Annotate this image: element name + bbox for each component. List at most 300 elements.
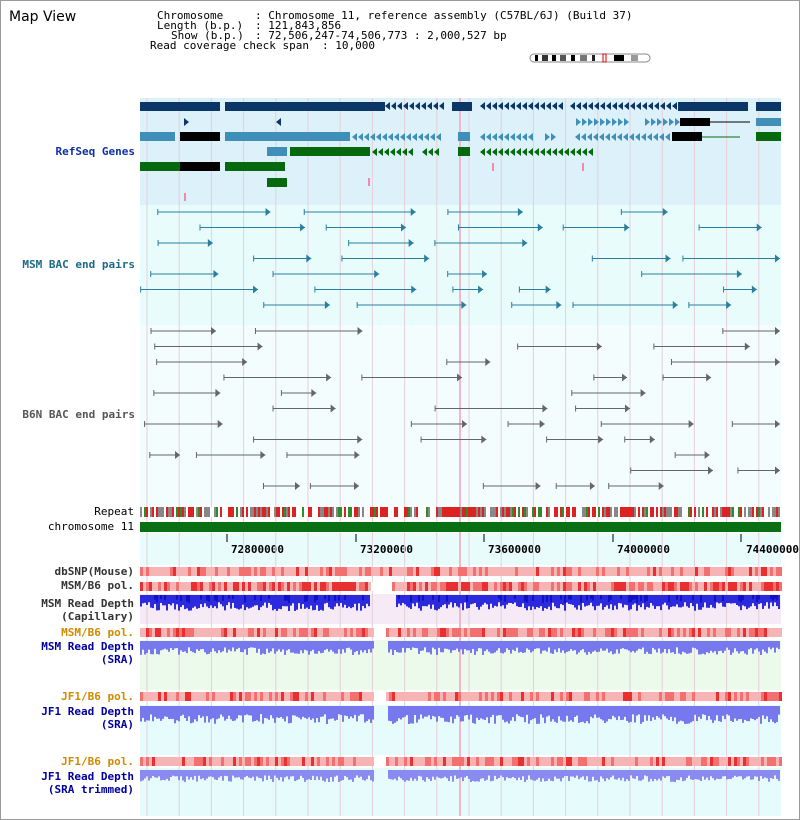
depth-bar (730, 641, 732, 655)
sra-trimmed-label: (SRA trimmed) (47, 783, 134, 796)
pol-cell (395, 628, 398, 637)
depth-bar (748, 770, 750, 776)
pol-cell (413, 567, 416, 576)
depth-bar (668, 641, 670, 649)
depth-bar (348, 595, 350, 607)
pol-cell (620, 567, 623, 576)
depth-bar (550, 595, 552, 603)
depth-bar (702, 770, 704, 777)
pol-cell (218, 628, 221, 637)
b6n-bac-track (145, 327, 780, 490)
depth-bar (180, 770, 182, 776)
pol-cell (233, 582, 236, 591)
depth-bar (490, 770, 492, 781)
depth-bar (362, 770, 364, 780)
depth-bar (240, 641, 242, 652)
pol-cell (293, 692, 296, 701)
pol-cell (380, 628, 383, 637)
pol-cell (632, 567, 635, 576)
pol-cell (218, 582, 221, 591)
pol-cell (416, 628, 419, 637)
depth-bar (712, 706, 714, 723)
depth-bar (658, 595, 660, 606)
pol-cell (728, 628, 731, 637)
depth-bar (698, 706, 700, 717)
depth-bar (396, 770, 398, 781)
depth-bar (328, 770, 330, 782)
depth-bar (512, 595, 514, 604)
depth-bar (402, 706, 404, 718)
depth-bar (678, 706, 680, 722)
gene-arrow (534, 148, 539, 156)
pol-cell (188, 582, 191, 591)
pol-cell (512, 692, 515, 701)
pol-cell (392, 567, 395, 576)
pol-cell (146, 692, 149, 701)
repeat-cell (266, 507, 268, 517)
depth-bar (578, 770, 580, 779)
pol-cell (230, 582, 233, 591)
depth-bar (350, 770, 352, 779)
depth-bar (454, 595, 456, 603)
pol-cell (143, 692, 146, 701)
bac-end (358, 327, 363, 335)
depth-bar (400, 706, 402, 719)
depth-bar (340, 641, 342, 654)
pol-cell (692, 582, 695, 591)
depth-bar (206, 770, 208, 779)
depth-bar (308, 595, 310, 609)
depth-bar (522, 706, 524, 717)
pol-cell (191, 582, 194, 591)
pol-cell (653, 692, 656, 701)
depth-bar (706, 706, 708, 720)
repeat-cell (616, 507, 618, 517)
gene-arrow (675, 118, 680, 126)
pol-cell (539, 582, 542, 591)
depth-bar (406, 595, 408, 606)
pol-cell (305, 567, 308, 576)
bac-end (211, 327, 216, 335)
gene-arrow (400, 133, 405, 141)
repeat-cell (764, 507, 766, 517)
depth-bar (236, 706, 238, 719)
depth-bar (722, 770, 724, 776)
depth-bar (552, 595, 554, 603)
bac-end (326, 374, 331, 382)
pol-cell (722, 582, 725, 591)
depth-bar (244, 595, 246, 603)
repeat-cell (680, 507, 682, 517)
pol-cell (359, 692, 362, 701)
gene-arrow (657, 118, 662, 126)
pol-cell (230, 692, 233, 701)
repeat-cell (344, 507, 346, 517)
pol-cell (506, 567, 509, 576)
depth-bar (352, 770, 354, 782)
depth-bar (294, 706, 296, 716)
pol-cell (425, 628, 428, 637)
pol-cell (377, 757, 380, 766)
pol-cell (536, 628, 539, 637)
depth-bar (756, 706, 758, 719)
pol-cell (461, 567, 464, 576)
pol-cell (356, 757, 359, 766)
pol-cell (419, 628, 422, 637)
depth-bar (210, 770, 212, 776)
repeat-cell (390, 507, 392, 517)
pol-cell (281, 567, 284, 576)
repeat-cell (464, 507, 466, 517)
depth-bar (512, 706, 514, 717)
repeat-cell (682, 507, 684, 517)
pol-cell (407, 582, 410, 591)
pol-cell (140, 628, 143, 637)
depth-bar (524, 641, 526, 652)
depth-bar (440, 706, 442, 718)
pol-cell (503, 692, 506, 701)
depth-bar (480, 770, 482, 779)
msm-depth-label: MSM Read Depth (41, 597, 134, 610)
depth-bar (172, 595, 174, 603)
pol-cell (410, 567, 413, 576)
pol-cell (677, 692, 680, 701)
pol-cell (572, 757, 575, 766)
pol-cell (434, 582, 437, 591)
depth-bar (462, 770, 464, 781)
depth-bar (720, 706, 722, 722)
repeat-cell (170, 507, 172, 517)
depth-bar (574, 770, 576, 778)
depth-bar (312, 595, 314, 610)
depth-bar (530, 706, 532, 720)
depth-bar (438, 706, 440, 716)
depth-bar (202, 641, 204, 649)
pol-cell (449, 567, 452, 576)
depth-bar (240, 770, 242, 779)
pol-cell (776, 628, 779, 637)
pol-cell (500, 582, 503, 591)
depth-bar (772, 770, 774, 779)
depth-bar (728, 595, 730, 603)
repeat-cell (392, 507, 394, 517)
pol-cell (314, 628, 317, 637)
pol-cell (353, 582, 356, 591)
depth-bar (736, 706, 738, 721)
pol-cell (713, 628, 716, 637)
depth-bar (324, 706, 326, 714)
depth-bar (468, 641, 470, 650)
pol-cell (431, 757, 434, 766)
depth-bar (546, 595, 548, 602)
depth-bar (598, 641, 600, 652)
depth-bar (568, 641, 570, 651)
depth-bar (402, 641, 404, 648)
pol-cell (164, 582, 167, 591)
pol-cell (410, 582, 413, 591)
depth-bar (746, 770, 748, 777)
depth-bar (542, 706, 544, 718)
pol-cell (581, 582, 584, 591)
pol-cell (683, 692, 686, 701)
pol-cell (308, 628, 311, 637)
depth-bar (434, 706, 436, 717)
pol-cell (176, 628, 179, 637)
pol-cell (701, 628, 704, 637)
repeat-cell (774, 507, 776, 517)
gene-arrow (576, 118, 581, 126)
pol-cell (536, 692, 539, 701)
pol-cell (407, 567, 410, 576)
depth-bar (336, 706, 338, 720)
pol-cell (773, 628, 776, 637)
pol-cell (761, 567, 764, 576)
pol-cell (656, 692, 659, 701)
repeat-cell (268, 507, 270, 517)
pol-cell (653, 757, 656, 766)
repeat-cell (338, 507, 340, 517)
repeat-cell (660, 507, 662, 517)
depth-bar (446, 706, 448, 722)
pol-cell (404, 757, 407, 766)
pol-cell (254, 628, 257, 637)
repeat-cell (588, 507, 590, 517)
pol-cell (164, 567, 167, 576)
bac-end (242, 358, 247, 366)
depth-bar (254, 595, 256, 600)
depth-bar (594, 641, 596, 651)
pol-cell (734, 582, 737, 591)
repeat-cell (146, 507, 148, 517)
pol-cell (389, 582, 392, 591)
pol-cell (362, 757, 365, 766)
depth-bar (750, 641, 752, 648)
pol-cell (419, 582, 422, 591)
depth-bar (406, 641, 408, 648)
depth-bar (516, 770, 518, 780)
repeat-cell (470, 507, 472, 517)
depth-bar (766, 595, 768, 602)
depth-bar (316, 595, 318, 600)
depth-bar (466, 770, 468, 776)
pol-cell (365, 628, 368, 637)
pol-cell (263, 692, 266, 701)
repeat-cell (278, 507, 280, 517)
gene-arrow (612, 118, 617, 126)
depth-bar (200, 706, 202, 718)
depth-bar (544, 770, 546, 781)
depth-bar (354, 595, 356, 604)
depth-bar (312, 641, 314, 650)
pol-cell (308, 582, 311, 591)
depth-bar (528, 595, 530, 606)
pol-cell (434, 567, 437, 576)
pol-cell (209, 692, 212, 701)
pol-cell (695, 582, 698, 591)
repeat-cell (200, 507, 202, 517)
depth-bar (348, 770, 350, 780)
repeat-cell (754, 507, 756, 517)
pol-cell (197, 628, 200, 637)
pol-cell (209, 757, 212, 766)
depth-bar (184, 641, 186, 651)
depth-bar (756, 641, 758, 648)
pol-cell (383, 628, 386, 637)
gene-arrow (641, 133, 646, 141)
pol-cell (389, 628, 392, 637)
pol-cell (425, 567, 428, 576)
depth-bar (768, 595, 770, 609)
pol-cell (440, 628, 443, 637)
depth-bar (182, 770, 184, 781)
depth-bar (548, 770, 550, 779)
pol-cell (191, 567, 194, 576)
depth-bar (722, 641, 724, 653)
gene-arrow (394, 133, 399, 141)
pol-cell (242, 757, 245, 766)
depth-bar (140, 706, 142, 722)
gene-arrow (654, 102, 659, 110)
pol-cell (584, 692, 587, 701)
depth-bar (518, 706, 520, 716)
pol-cell (716, 692, 719, 701)
depth-bar (556, 641, 558, 652)
depth-bar (340, 770, 342, 781)
depth-bar (726, 706, 728, 714)
depth-bar (618, 770, 620, 778)
gene-arrow (439, 102, 444, 110)
gene-arrow (642, 102, 647, 110)
pol-cell (392, 582, 395, 591)
depth-bar (596, 595, 598, 606)
pol-cell (314, 567, 317, 576)
depth-bar (522, 595, 524, 603)
pol-cell (518, 628, 521, 637)
pol-cell (638, 628, 641, 637)
depth-bar (226, 706, 228, 719)
gene-feature (368, 178, 370, 186)
bac-end (598, 436, 603, 444)
repeat-cell (206, 507, 208, 517)
pol-cell (686, 757, 689, 766)
repeat-cell (330, 507, 332, 517)
pol-cell (182, 628, 185, 637)
gene-arrow (492, 102, 497, 110)
pol-cell (392, 628, 395, 637)
pol-cell (185, 628, 188, 637)
depth-bar (580, 595, 582, 603)
depth-bar (616, 595, 618, 609)
depth-bar (486, 641, 488, 649)
gene-arrow (570, 148, 575, 156)
gene-arrow (636, 102, 641, 110)
depth-bar (480, 641, 482, 648)
repeat-cell (578, 507, 580, 517)
depth-bar (744, 595, 746, 606)
pol-cell (710, 582, 713, 591)
depth-bar (152, 706, 154, 721)
gene-arrow (516, 133, 521, 141)
repeat-cell (198, 507, 200, 517)
pol-cell (296, 692, 299, 701)
pol-cell (275, 567, 278, 576)
pol-cell (752, 628, 755, 637)
gene-arrow (486, 148, 491, 156)
depth-bar (776, 641, 778, 648)
pol-cell (779, 692, 782, 701)
pol-cell (560, 628, 563, 637)
pol-cell (431, 692, 434, 701)
depth-bar (748, 641, 750, 649)
pol-cell (188, 567, 191, 576)
depth-bar (238, 770, 240, 777)
depth-bar (164, 706, 166, 716)
pol-cell (728, 567, 731, 576)
pol-cell (569, 567, 572, 576)
depth-bar (574, 595, 576, 608)
depth-bar (636, 641, 638, 651)
gene-arrow (669, 118, 674, 126)
gene-feature (452, 102, 472, 111)
pol-cell (677, 567, 680, 576)
depth-bar (398, 706, 400, 718)
depth-bar (760, 595, 762, 603)
repeat-cell (376, 507, 378, 517)
depth-bar (144, 641, 146, 655)
pol-cell (284, 692, 287, 701)
depth-bar (368, 641, 370, 649)
pol-cell (596, 567, 599, 576)
pol-cell (509, 757, 512, 766)
pol-cell (614, 567, 617, 576)
pol-cell (605, 567, 608, 576)
repeat-cell (420, 507, 422, 517)
depth-bar (258, 595, 260, 610)
pol-cell (356, 628, 359, 637)
pol-cell (206, 567, 209, 576)
pol-cell (491, 628, 494, 637)
pol-cell (662, 582, 665, 591)
depth-bar (650, 595, 652, 603)
pol-cell (572, 567, 575, 576)
pol-cell (329, 628, 332, 637)
pol-cell (722, 692, 725, 701)
depth-bar (588, 641, 590, 652)
gene-arrow (552, 148, 557, 156)
depth-bar (562, 706, 564, 721)
pol-cell (368, 757, 371, 766)
repeat-cell (142, 507, 144, 517)
pol-cell (557, 692, 560, 701)
depth-bar (268, 595, 270, 599)
repeat-cell (454, 507, 456, 517)
depth-bar (768, 706, 770, 722)
repeat-cell (632, 507, 634, 517)
pol-cell (491, 582, 494, 591)
depth-bar (762, 706, 764, 715)
depth-bar (286, 770, 288, 776)
depth-bar (740, 770, 742, 776)
depth-bar (282, 641, 284, 649)
pol-cell (644, 628, 647, 637)
pol-cell (227, 757, 230, 766)
repeat-cell (706, 507, 708, 517)
depth-bar (148, 770, 150, 781)
pol-cell (704, 692, 707, 701)
pol-cell (704, 628, 707, 637)
pol-cell (644, 692, 647, 701)
pol-cell (539, 757, 542, 766)
